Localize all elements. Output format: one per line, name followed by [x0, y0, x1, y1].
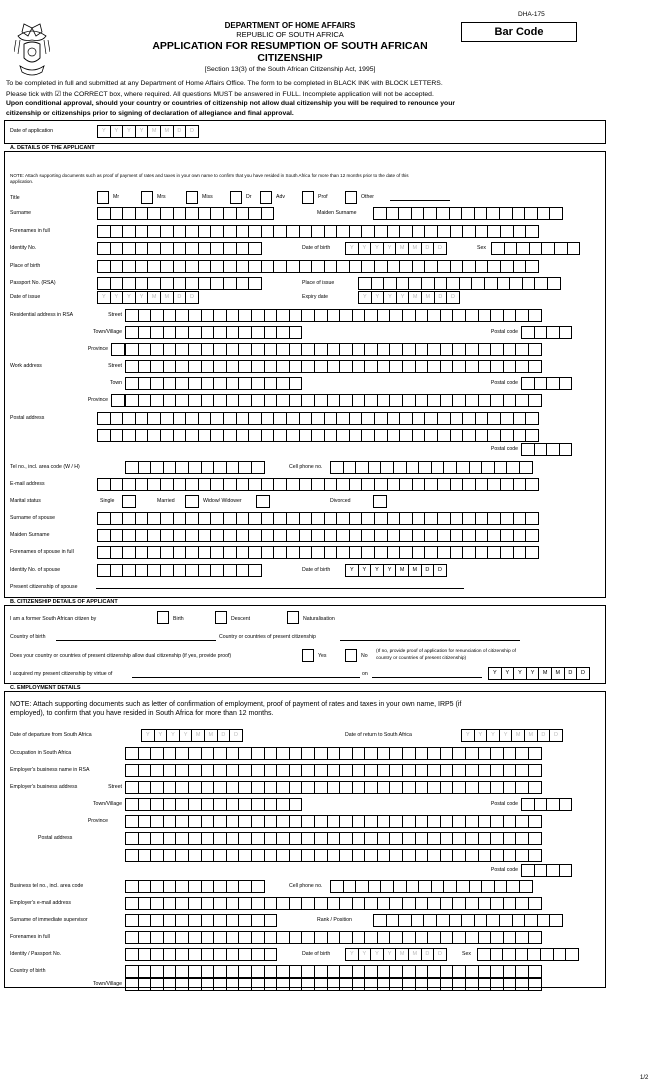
- section-a-note-2: application.: [10, 179, 34, 184]
- cell-label: Cell phone no.: [289, 464, 323, 470]
- sup-town-field[interactable]: [125, 978, 541, 991]
- present-citizenship-line[interactable]: [340, 640, 520, 641]
- dual-no-note-1: (If no, provide proof of application for renunciation of citizenship of: [376, 649, 516, 654]
- title-miss-label: Miss: [202, 194, 213, 200]
- tel-field[interactable]: [125, 461, 264, 474]
- title-mrs-checkbox[interactable]: [141, 191, 153, 204]
- departure-label: Date of departure from South Africa: [10, 732, 92, 738]
- spouse-citizenship-line[interactable]: [96, 588, 464, 589]
- emp-town-field[interactable]: [125, 798, 301, 811]
- work-town-label: Town: [109, 380, 122, 386]
- title-other-checkbox[interactable]: [345, 191, 357, 204]
- work-province-field-2[interactable]: [125, 394, 541, 407]
- instruction-4: citizenship or citizenships prior to signing of declaration of allegiance and final approval.: [6, 110, 294, 117]
- work-province-label: Province: [87, 397, 108, 403]
- spouse-surname-field[interactable]: [97, 512, 538, 525]
- coat-of-arms-icon: [14, 22, 50, 78]
- res-town-field[interactable]: [125, 326, 301, 339]
- dual-no-note-2: country or countries of present citizenship): [376, 656, 467, 661]
- rank-label: Rank / Position: [317, 917, 352, 923]
- dob-field[interactable]: Y Y Y Y M M D D: [345, 242, 446, 255]
- barcode-box: Bar Code: [461, 22, 577, 42]
- acquired-label: I acquired my present citizenship by virtue of: [10, 671, 113, 677]
- id-passport-label: Identity / Passport No.: [10, 951, 62, 957]
- res-province-label: Province: [87, 346, 108, 352]
- title-other-line[interactable]: [390, 200, 450, 201]
- expiry-label: Expiry date: [302, 294, 328, 300]
- emp-town-label: Town/Village: [92, 801, 122, 807]
- postal-address-field-1[interactable]: [97, 412, 538, 425]
- maiden-surname-field[interactable]: [373, 207, 562, 220]
- sup-forenames-field[interactable]: [125, 931, 541, 944]
- employer-field[interactable]: [125, 764, 541, 777]
- spouse-maiden-field[interactable]: [97, 529, 538, 542]
- title-mr-label: Mr: [113, 194, 120, 200]
- departure-field[interactable]: Y Y Y Y M M D D: [141, 729, 242, 742]
- dual-yes-checkbox[interactable]: [302, 649, 314, 662]
- identity-no-field[interactable]: [97, 242, 261, 255]
- return-field[interactable]: Y Y Y Y M M D D: [461, 729, 562, 742]
- married-checkbox[interactable]: [185, 495, 198, 508]
- email-label: E-mail address: [10, 481, 45, 487]
- sup-cob-label: Country of birth: [10, 968, 46, 974]
- emp-addr-label: Employer's business address: [10, 784, 78, 790]
- work-address-label: Work address: [10, 363, 42, 369]
- birth-label: Birth: [173, 616, 184, 622]
- section-a-header: A. DETAILS OF THE APPLICANT: [4, 143, 606, 152]
- res-province-field-2[interactable]: [125, 343, 541, 356]
- supervisor-label: Surname of immediate supervisor: [10, 917, 88, 923]
- pob-field[interactable]: [97, 260, 538, 273]
- emp-street-label: Street: [108, 784, 122, 790]
- widow-label: Widow/ Widower: [203, 498, 242, 504]
- res-town-label: Town/Village: [92, 329, 122, 335]
- section-c-note-1: NOTE: Attach supporting documents such as letter of confirmation of employment, proof of payment of rates and taxes in your own name, IRP5 (if: [10, 701, 462, 708]
- bus-tel-field[interactable]: [125, 880, 264, 893]
- identity-no-label: Identity No.: [10, 245, 37, 251]
- expiry-field[interactable]: Y Y Y Y M M D D: [358, 291, 459, 304]
- naturalisation-checkbox[interactable]: [287, 611, 299, 624]
- page-number: 1/2: [640, 1075, 649, 1081]
- dual-no-label: No: [361, 653, 368, 659]
- pob-label: Place of birth: [10, 263, 41, 269]
- dept-title: DEPARTMENT OF HOME AFFAIRS: [224, 21, 356, 30]
- dual-yes-label: Yes: [318, 653, 327, 659]
- spouse-forenames-field[interactable]: [97, 546, 538, 559]
- divorced-label: Divorced: [330, 498, 351, 504]
- republic: REPUBLIC OF SOUTH AFRICA: [236, 30, 344, 39]
- acquired-date-field[interactable]: Y Y Y Y M M D D: [488, 667, 589, 680]
- place-issue-label: Place of issue: [302, 280, 335, 286]
- emp-postal-code-label: Postal code: [490, 801, 518, 807]
- section-a-note: NOTE: Attach supporting documents such as proof of payment of rates and taxes in your own name to confirm that you have resided in South Africa for more than 12 months prior to the date of this: [10, 173, 409, 178]
- emp-postal-addr-label: Postal address: [38, 835, 73, 841]
- emp-email-label: Employer's e-mail address: [10, 900, 71, 906]
- id-passport-field[interactable]: [125, 948, 276, 961]
- work-street-field[interactable]: [125, 360, 541, 373]
- emp-postal-code2-field[interactable]: [521, 864, 571, 877]
- dob-label: Date of birth: [302, 245, 331, 251]
- single-checkbox[interactable]: [122, 495, 135, 508]
- spouse-id-field[interactable]: [97, 564, 261, 577]
- emp-postal-addr-field-2[interactable]: [125, 849, 541, 862]
- spouse-id-label: Identity No. of spouse: [10, 567, 61, 573]
- bus-tel-label: Business tel no., incl. area code: [10, 883, 84, 889]
- sup-cob-field[interactable]: [125, 965, 541, 978]
- dual-no-checkbox[interactable]: [345, 649, 357, 662]
- spouse-surname-label: Surname of spouse: [10, 515, 55, 521]
- title-other-label: Other: [361, 194, 374, 200]
- form-title-1: APPLICATION FOR RESUMPTION OF SOUTH AFRICAN: [152, 40, 428, 52]
- surname-field[interactable]: [97, 207, 273, 220]
- employer-label: Employer's business name in RSA: [10, 767, 90, 773]
- divorced-checkbox[interactable]: [373, 495, 386, 508]
- single-label: Single: [100, 498, 115, 504]
- on-line[interactable]: [372, 677, 482, 678]
- spouse-maiden-label: Maiden Surname: [10, 532, 50, 538]
- cob-label: Country of birth: [10, 634, 46, 640]
- emp-cell-label: Cell phone no.: [289, 883, 323, 889]
- work-province-field[interactable]: [111, 394, 124, 407]
- surname-label: Surname: [10, 210, 32, 216]
- work-street-label: Street: [108, 363, 122, 369]
- cob-line[interactable]: [56, 640, 216, 641]
- on-label: on: [362, 671, 368, 677]
- form-code: DHA-175: [518, 11, 545, 18]
- birth-checkbox[interactable]: [157, 611, 169, 624]
- sup-dob-label: Date of birth: [302, 951, 331, 957]
- sup-sex-field[interactable]: [477, 948, 578, 961]
- married-label: Married: [157, 498, 175, 504]
- descent-label: Descent: [231, 616, 251, 622]
- res-province-field[interactable]: [111, 343, 124, 356]
- dual-citizenship-label: Does your country or countries of present citizenship allow dual citizenship (if yes, provide proof): [10, 653, 232, 659]
- date-of-application-label: Date of application: [10, 128, 53, 134]
- date-issue-field[interactable]: Y Y Y Y M M D D: [97, 291, 198, 304]
- instruction-3: Upon conditional approval, should your country or countries of citizenship not allow dual citizenship you will be required to renounce your: [6, 100, 456, 107]
- forenames-field[interactable]: [97, 225, 538, 238]
- former-citizen-label: I am a former South African citizen by: [10, 616, 97, 622]
- spouse-dob-label: Date of birth: [302, 567, 331, 573]
- work-postal-code-field[interactable]: [521, 377, 571, 390]
- title-adv-label: Adv: [276, 194, 285, 200]
- title-miss-checkbox[interactable]: [186, 191, 198, 204]
- supervisor-field[interactable]: [125, 914, 276, 927]
- maiden-surname-label: Maiden Surname: [317, 210, 357, 216]
- sex-field[interactable]: [491, 242, 579, 255]
- work-town-field[interactable]: [125, 377, 301, 390]
- emp-email-field[interactable]: [125, 897, 541, 910]
- return-label: Date of return to South Africa: [345, 732, 412, 738]
- postal-code-field[interactable]: [521, 443, 571, 456]
- form-title-2: CITIZENSHIP: [257, 52, 323, 64]
- date-of-application-field[interactable]: Y Y Y Y M M D D: [97, 125, 198, 138]
- res-postal-code-label: Postal code: [490, 329, 518, 335]
- occupation-field[interactable]: [125, 747, 541, 760]
- title-adv-checkbox[interactable]: [260, 191, 272, 204]
- section-c-note-2: employed), to confirm that you have resided in South Africa for more than 12 months.: [10, 710, 274, 717]
- rank-field[interactable]: [373, 914, 562, 927]
- emp-cell-field[interactable]: [330, 880, 532, 893]
- title-prof-label: Prof: [318, 194, 328, 200]
- postal-address-label: Postal address: [10, 415, 45, 421]
- res-postal-code-field[interactable]: [521, 326, 571, 339]
- forenames-label: Forenames in full: [10, 228, 50, 234]
- naturalisation-label: Naturalisation: [303, 616, 335, 622]
- title-label: Title: [10, 195, 20, 201]
- emp-postal-code2-label: Postal code: [490, 867, 518, 873]
- title-dr-checkbox[interactable]: [230, 191, 242, 204]
- instruction-1: To be completed in full and submitted at any Department of Home Affairs Office. The form to be completed in BLACK INK with BLOCK LETTERS.: [6, 80, 443, 87]
- place-issue-field[interactable]: [358, 277, 560, 290]
- res-street-field[interactable]: [125, 309, 541, 322]
- sup-town-label: Town/Village: [92, 981, 122, 987]
- title-mr-checkbox[interactable]: [97, 191, 109, 204]
- emp-province-label: Province: [87, 818, 108, 824]
- descent-checkbox[interactable]: [215, 611, 227, 624]
- postal-code-label: Postal code: [490, 446, 518, 452]
- email-field[interactable]: [97, 478, 538, 491]
- emp-province-field[interactable]: [125, 815, 541, 828]
- date-issue-label: Date of issue: [10, 294, 41, 300]
- title-mrs-label: Mrs: [157, 194, 166, 200]
- postal-address-field-2[interactable]: [97, 429, 538, 442]
- widow-checkbox[interactable]: [256, 495, 269, 508]
- section-c-header: C. EMPLOYMENT DETAILS: [4, 683, 606, 692]
- acquired-line[interactable]: [132, 677, 360, 678]
- section-ref: [Section 13(3) of the South African Citizenship Act, 1995]: [204, 66, 376, 73]
- marital-label: Marital status: [10, 498, 41, 504]
- passport-label: Passport No. (RSA): [10, 280, 56, 286]
- spouse-forenames-label: Forenames of spouse in full: [10, 549, 74, 555]
- emp-street-field[interactable]: [125, 781, 541, 794]
- section-b-header: B. CITIZENSHIP DETAILS OF APPLICANT: [4, 597, 606, 606]
- emp-postal-code-field[interactable]: [521, 798, 571, 811]
- res-address-label: Residential address in RSA: [10, 312, 74, 318]
- sup-dob-field[interactable]: Y Y Y Y M M D D: [345, 948, 446, 961]
- sup-forenames-label: Forenames in full: [10, 934, 50, 940]
- res-street-label: Street: [108, 312, 122, 318]
- title-dr-label: Dr: [246, 194, 252, 200]
- sex-label: Sex: [477, 245, 486, 251]
- spouse-citizenship-label: Present citizenship of spouse: [10, 584, 78, 590]
- title-prof-checkbox[interactable]: [302, 191, 314, 204]
- passport-field[interactable]: [97, 277, 261, 290]
- emp-postal-addr-field-1[interactable]: [125, 832, 541, 845]
- cell-field[interactable]: [330, 461, 532, 474]
- occupation-label: Occupation in South Africa: [10, 750, 72, 756]
- present-citizenship-label: Country or countries of present citizenship: [219, 634, 316, 640]
- sup-sex-label: Sex: [462, 951, 471, 957]
- tel-label: Tel no., incl. area code (W / H): [10, 464, 80, 470]
- instruction-2: Please tick with ☑ the CORRECT box, where required. All questions MUST be answered in FULL. Incomplete application will not be accepted.: [6, 91, 434, 98]
- spouse-dob-field[interactable]: Y Y Y Y M M D D: [345, 564, 446, 577]
- work-postal-code-label: Postal code: [490, 380, 518, 386]
